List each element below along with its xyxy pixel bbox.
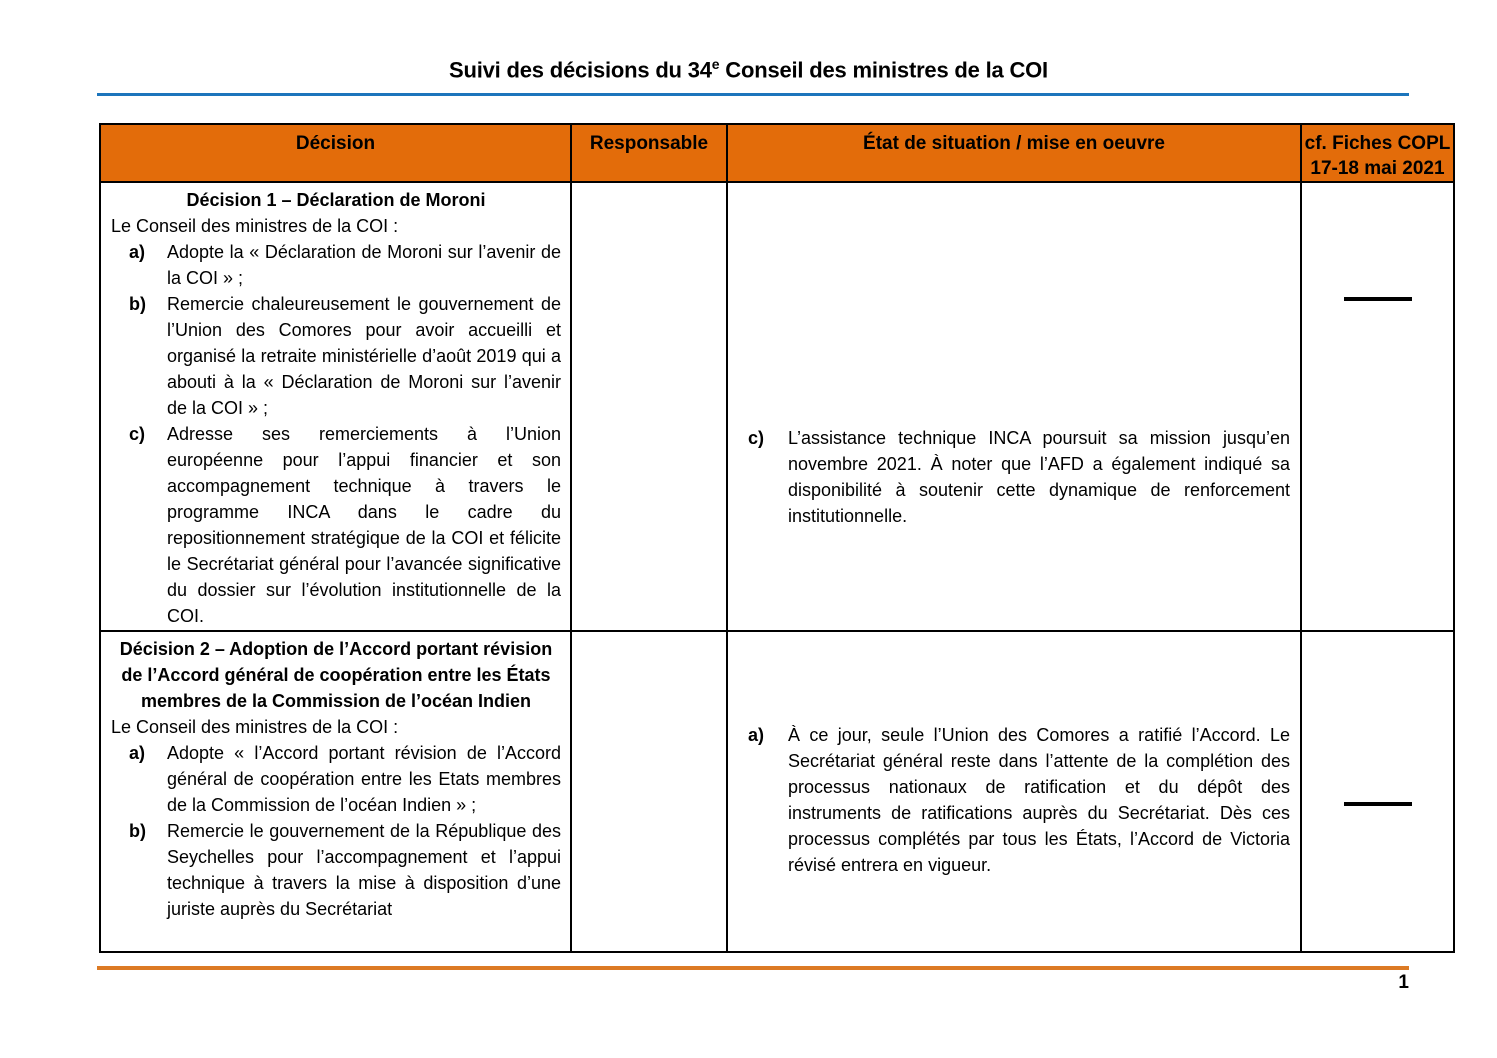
etat-1-cell <box>727 182 1301 631</box>
page-number: 1 <box>1398 972 1409 993</box>
page-title-text: Suivi des décisions du 34 <box>449 57 712 83</box>
dash-mark <box>1344 297 1412 301</box>
list-item <box>111 818 561 922</box>
item-text: L’assistance technique INCA poursuit sa mission jusqu’en novembre 2021. À noter que l’AFD a également indiqué sa disponibilité à soutenir cette dynamique de renforcement institutionnelle. <box>788 428 1290 526</box>
item-text: À ce jour, seule l’Union des Comores a ratifié l’Accord. Le Secrétariat général reste dans l’attente de la complétion des processus nationaux de ratification et du dépôt des instruments de ratifications auprès du Secrétariat. Dès ces processus complétés par tous les États, l’Accord de Victoria révisé entrera en vigueur. <box>788 725 1290 875</box>
page-title-rest: Conseil des ministres de la COI <box>719 57 1048 83</box>
decision-1-cell <box>100 182 571 631</box>
header-label-fiches-line2: 17-18 mai 2021 <box>1310 158 1445 179</box>
decision-1-title: Décision 1 – Déclaration de Moroni <box>186 190 486 210</box>
fiches-1-cell <box>1301 182 1454 631</box>
item-marker: a) <box>748 725 765 745</box>
item-marker: c) <box>129 424 146 444</box>
decision-2-cell <box>100 631 571 952</box>
item-marker: c) <box>748 428 765 448</box>
item-marker: a) <box>129 743 146 763</box>
item-text: Adopte « l’Accord portant révision de l’Accord général de coopération entre les Etats membres de la Commission de l’océan Indien » ; <box>167 743 561 815</box>
header-cell-decision <box>100 124 571 182</box>
header-label-fiches-line1: cf. Fiches COPL <box>1304 133 1451 154</box>
page-title <box>0 56 1497 83</box>
header-label-responsable: Responsable <box>589 133 709 154</box>
title-superscript: e <box>711 56 720 72</box>
decisions-table <box>99 123 1455 953</box>
list-item <box>111 740 561 818</box>
item-text: Adresse ses remerciements à l’Union européenne pour l’appui financier et son accompagnement technique à travers le programme INCA dans le cadre du repositionnement stratégique de la COI et félicite le Secrétariat général pour l’avancée significative du dossier sur l’évolution institutionnelle de la COI. <box>167 424 561 626</box>
table-header-row <box>100 124 1454 182</box>
header-label-etat: État de situation / mise en oeuvre <box>863 133 1165 154</box>
header-cell-responsable <box>571 124 727 182</box>
table-row-decision-1 <box>100 182 1454 631</box>
item-marker: a) <box>129 242 146 262</box>
table-row-decision-2 <box>100 631 1454 952</box>
list-item <box>738 425 1290 529</box>
dash-mark <box>1344 802 1412 806</box>
header-cell-etat <box>727 124 1301 182</box>
header-cell-fiches <box>1301 124 1454 182</box>
list-item <box>111 421 561 629</box>
item-text: Adopte la « Déclaration de Moroni sur l’avenir de la COI » ; <box>167 242 561 288</box>
header-label-decision: Décision <box>295 133 376 154</box>
list-item <box>738 722 1290 878</box>
list-item <box>111 291 561 421</box>
item-text: Remercie le gouvernement de la République des Seychelles pour l’accompagnement et l’appui technique à travers la mise à disposition d’une juriste auprès du Secrétariat <box>167 821 561 919</box>
footer-rule <box>97 966 1409 970</box>
item-text: Remercie chaleureusement le gouvernement de l’Union des Comores pour avoir accueilli et organisé la retraite ministérielle d’août 2019 qui a abouti à la « Déclaration de Moroni sur l’avenir de la COI » ; <box>167 294 561 418</box>
decision-2-title: Décision 2 – Adoption de l’Accord portant révision de l’Accord général de coopération entre les États membres de la Commission de l’océan Indien <box>119 639 553 711</box>
item-marker: b) <box>129 294 146 314</box>
fiches-2-cell <box>1301 631 1454 952</box>
decision-2-intro: Le Conseil des ministres de la COI : <box>111 717 399 737</box>
title-underline-rule <box>97 93 1409 96</box>
item-marker: b) <box>129 821 146 841</box>
list-item <box>111 239 561 291</box>
responsable-1-cell <box>571 182 727 631</box>
etat-2-cell <box>727 631 1301 952</box>
decision-1-intro: Le Conseil des ministres de la COI : <box>111 216 399 236</box>
responsable-2-cell <box>571 631 727 952</box>
